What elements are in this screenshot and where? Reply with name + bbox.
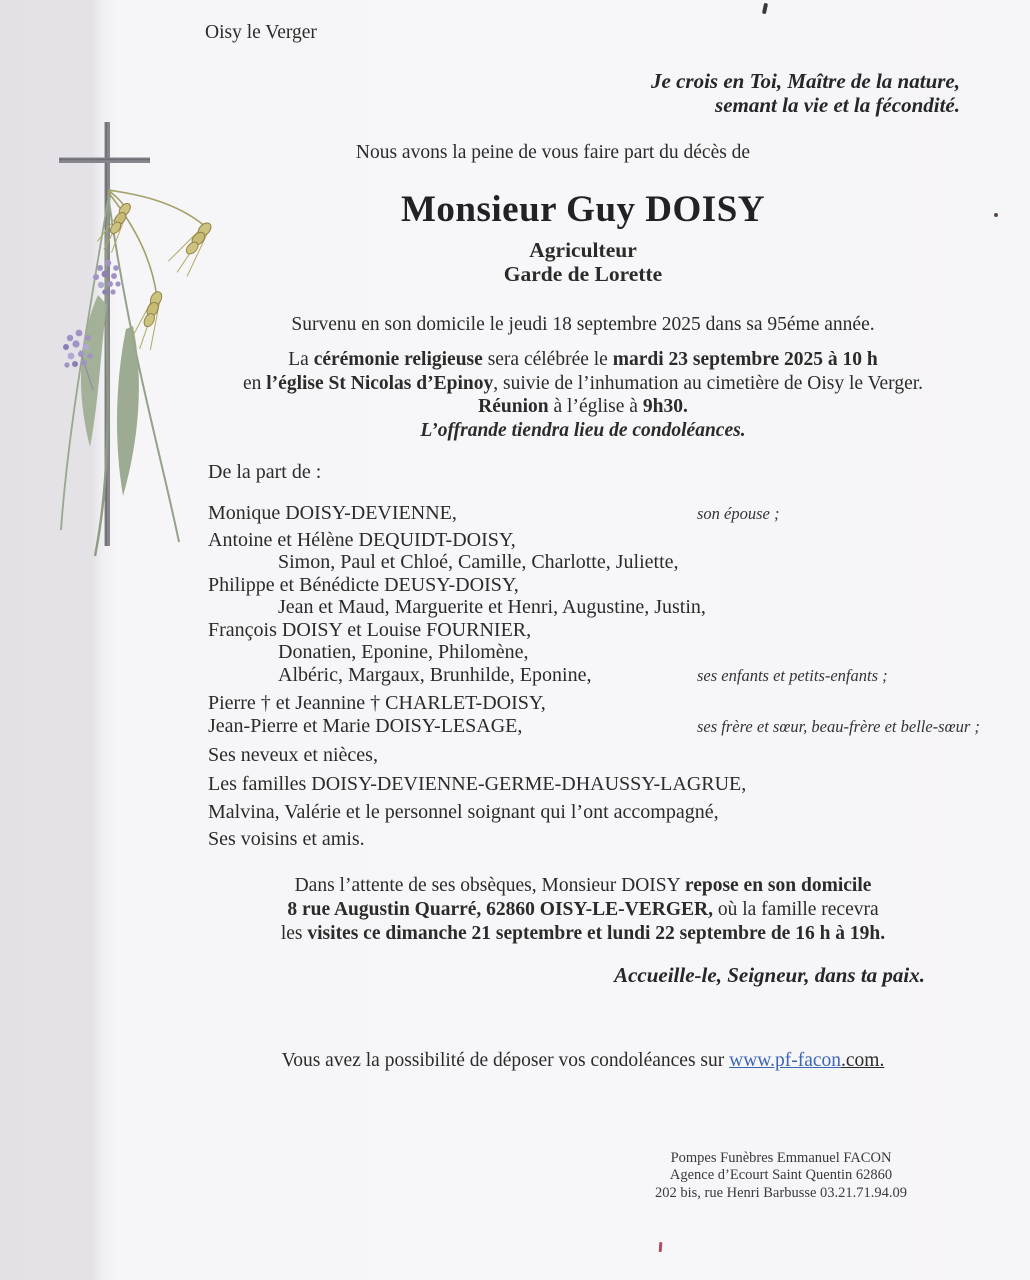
funeral-home-address-phone: 202 bis, rue Henri Barbusse 03.21.71.94.09: [654, 1184, 908, 1201]
condolences-text: Vous avez la possibilité de déposer vos condoléances sur: [281, 1050, 730, 1071]
funeral-home-block: [631, 1150, 931, 1202]
wake-line3: [200, 922, 966, 946]
ceremony-text: La: [288, 349, 314, 370]
family-row: [208, 502, 998, 525]
family-row: [208, 596, 998, 619]
family-member: Jean et Maud, Marguerite et Henri, Augustine, Justin,: [278, 596, 706, 618]
family-row: [208, 828, 998, 851]
family-member: Antoine et Hélène DEQUIDT-DOISY,: [208, 528, 516, 551]
epigraph-line2: semant la vie et la fécondité.: [715, 93, 960, 117]
scan-artifact-red-dash: [659, 1242, 662, 1252]
family-member: François DOISY et Louise FOURNIER,: [208, 618, 532, 641]
family-row: [208, 574, 998, 597]
family-row: [208, 801, 998, 824]
funeral-home-agency: Agence d’Ecourt Saint Quentin 62860: [669, 1167, 893, 1184]
family-member: Les familles DOISY-DEVIENNE-GERME-DHAUSSY-LAGRUE,: [208, 772, 747, 795]
place-name: Oisy le Verger: [205, 22, 317, 43]
wake-bold-segment: 8 rue Augustin Quarré, 62860 OISY-LE-VERGER,: [287, 899, 713, 920]
family-member: Ses voisins et amis.: [208, 827, 365, 850]
condolences-link[interactable]: www.pf-facon: [729, 1050, 842, 1071]
scan-artifact-dot: [994, 213, 998, 217]
family-member: Pierre † et Jeannine † CHARLET-DOISY,: [208, 692, 546, 714]
funeral-home-name: Pompes Funèbres Emmanuel FACON: [670, 1150, 892, 1166]
ceremony-bold-segment: mardi 23 septembre 2025 à 10 h: [612, 349, 878, 370]
ceremony-line3: [200, 395, 966, 419]
epigraph: [651, 69, 960, 117]
wake-details: [200, 874, 966, 946]
ceremony-bold-segment: cérémonie religieuse: [313, 349, 483, 370]
ceremony-bold-segment: 9h30.: [642, 396, 688, 417]
family-row: [208, 551, 998, 574]
ceremony-text: , suivie de l’inhumation au cimetière de Oisy le Verger.: [493, 372, 924, 394]
ceremony-bold-segment: l’église St Nicolas d’Epinoy: [266, 372, 494, 394]
family-member: Philippe et Bénédicte DEUSY-DOISY,: [208, 573, 519, 596]
family-row: [208, 773, 998, 796]
wake-line1: [200, 874, 966, 898]
relationship-label: ses frère et sœur, beau-frère et belle-sœur ;: [697, 716, 980, 736]
wake-text: Dans l’attente de ses obsèques, Monsieur DOISY: [294, 875, 685, 896]
ceremony-line4: L’offrande tiendra lieu de condoléances.: [420, 419, 746, 441]
family-row: [208, 619, 998, 642]
ceremony-bold-segment: Réunion: [478, 396, 549, 417]
wake-bold-segment: repose en son domicile: [684, 875, 872, 896]
deceased-honor: Garde de Lorette: [503, 262, 663, 286]
condolences-line: [200, 1050, 966, 1072]
family-row: [208, 744, 998, 767]
wake-bold-segment: visites ce dimanche 21 septembre et lundi 22 septembre de 16 h à 19h.: [307, 923, 886, 944]
prayer-line: Accueille-le, Seigneur, dans ta paix.: [614, 963, 925, 987]
family-row: [208, 715, 998, 738]
scan-artifact-mark: [762, 3, 768, 15]
relationship-label: son épouse ;: [697, 504, 780, 523]
epigraph-line1: Je crois en Toi, Maître de la nature,: [651, 69, 960, 93]
ceremony-text: à l’église à: [548, 396, 643, 417]
family-member: Albéric, Margaux, Brunhilde, Eponine,: [278, 663, 592, 686]
family-row: [208, 692, 998, 715]
family-member: Malvina, Valérie et le personnel soignant qui l’ont accompagné,: [208, 801, 719, 823]
family-member: Ses neveux et nièces,: [208, 744, 378, 766]
wake-text: les: [280, 923, 308, 944]
family-intro: De la part de :: [208, 461, 322, 483]
deceased-occupation: Agriculteur: [529, 238, 637, 262]
deceased-name: Monsieur Guy DOISY: [401, 189, 765, 230]
family-row: [208, 529, 998, 552]
wake-line2: [200, 898, 966, 922]
family-member: Jean-Pierre et Marie DOISY-LESAGE,: [208, 714, 523, 737]
wake-text: où la famille recevra: [712, 899, 879, 920]
family-member: Simon, Paul et Chloé, Camille, Charlotte, Juliette,: [278, 551, 679, 573]
family-row: [208, 664, 998, 687]
intro-line: Nous avons la peine de vous faire part du décès de: [355, 142, 751, 163]
family-row: [208, 641, 998, 664]
ceremony-text: en: [242, 372, 267, 394]
family-member: Donatien, Eponine, Philomène,: [278, 641, 529, 663]
ceremony-text: sera célébrée le: [482, 349, 613, 370]
condolences-link-suffix[interactable]: .com.: [841, 1050, 885, 1071]
ceremony-line2: [200, 372, 966, 396]
family-list: [208, 502, 998, 850]
ceremony-details: [200, 348, 966, 442]
death-announcement-line: Survenu en son domicile le jeudi 18 septembre 2025 dans sa 95éme année.: [291, 314, 875, 335]
family-member: Monique DOISY-DEVIENNE,: [208, 502, 457, 524]
ceremony-line1: [200, 348, 966, 372]
relationship-label: ses enfants et petits-enfants ;: [697, 665, 888, 685]
